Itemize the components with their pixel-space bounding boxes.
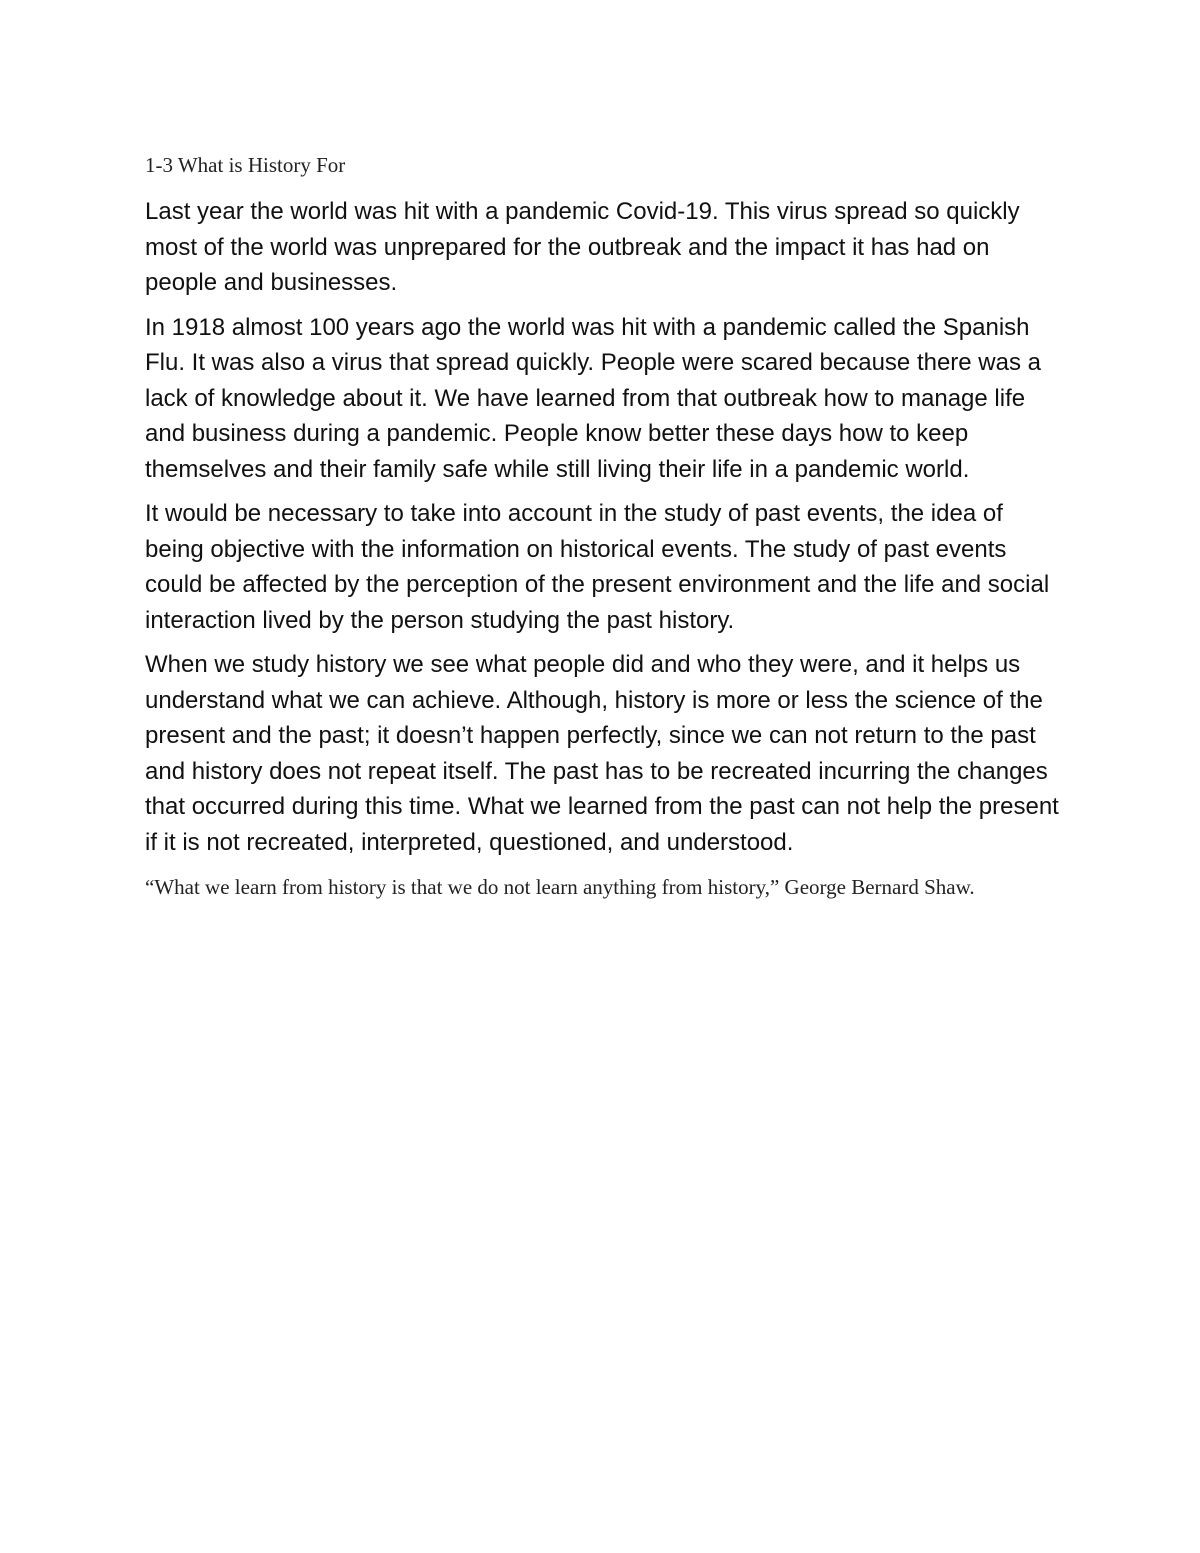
paragraph-spanish-flu: In 1918 almost 100 years ago the world was hit with a pandemic called the Spanish Flu. It was also a virus that spread quickly. People were scared because there was a lack of knowledge about it. We have learned from that outbreak how to manage life and business during a pandemic. People know better these days how to keep themselves and their family safe while still living their life in a pandemic world.	[145, 313, 1042, 483]
closing-quote: “What we learn from history is that we do not learn anything from history,” George Bernard Shaw.	[145, 875, 975, 899]
document-body	[145, 150, 1065, 903]
paragraph-study-history: When we study history we see what people did and who they were, and it helps us understand what we can achieve. Although, history is more or less the science of the present and the past; it doesn’t happen perfectly, since we can not return to the past and history does not repeat itself. The past has to be recreated incurring the changes that occurred during this time. What we learned from the past can not help the present if it is not recreated, interpreted, questioned, and understood.	[145, 651, 1059, 856]
document-title: 1-3 What is History For	[145, 153, 346, 177]
paragraph-objectivity: It would be necessary to take into account in the study of past events, the idea of being objective with the information on historical events. The study of past events could be affected by the perception of the present environment and the life and social interaction lived by the person studying the past history.	[145, 500, 1050, 634]
paragraph-covid: Last year the world was hit with a pandemic Covid-19. This virus spread so quickly most of the world was unprepared for the outbreak and the impact it has had on people and businesses.	[145, 198, 1020, 296]
